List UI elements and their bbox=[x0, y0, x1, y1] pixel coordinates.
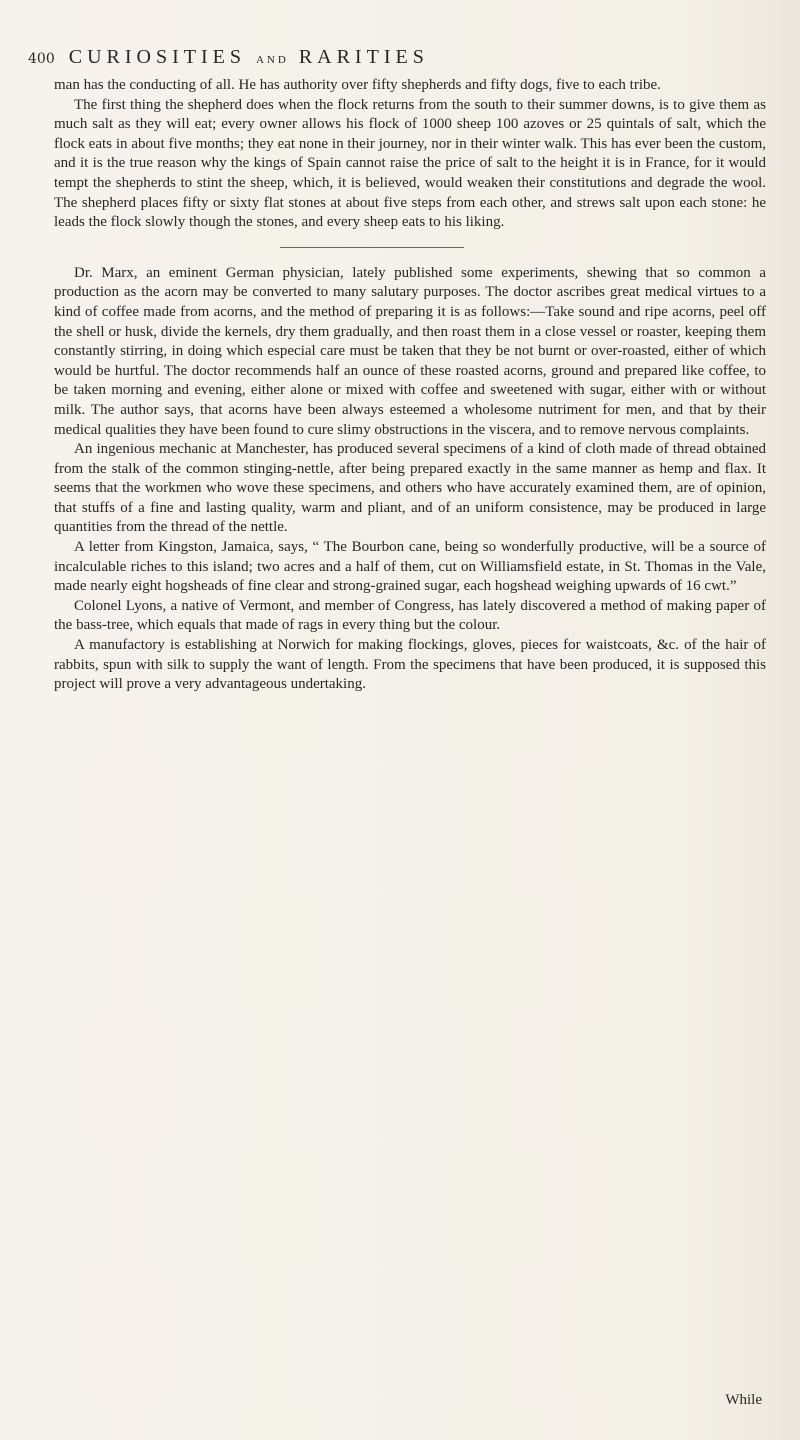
page-header bbox=[28, 46, 768, 76]
paragraph-acorn-coffee: Dr. Marx, an eminent German physician, lately published some experiments, shewing that so common a production as the acorn may be converted to many salutary purposes. The doctor ascribes great medical virtues to a kind of coffee made from acorns, and the method of preparing it is as follows:—Take sound and ripe acorns, peel off the shell or husk, divide the kernels, dry them gradually, and then roast them in a close vessel or roaster, keeping them constantly stirring, in doing which especial care must be taken that they be not burnt or over-roasted, either of which would be hurtful. The doctor recommends half an ounce of these roasted acorns, ground and prepared like coffee, to be taken morning and evening, either alone or mixed with coffee and sweetened with sugar, either with or without milk. The author says, that acorns have been always esteemed a wholesome nutriment for men, and that by their medical qualities they have been found to cure slimy obstructions in the viscera, and to remove nervous complaints. bbox=[54, 264, 766, 438]
paragraph-rabbit-hair: A manufactory is establishing at Norwich for making flockings, gloves, pieces for waistcoats, &c. of the hair of rabbits, spun with silk to supply the want of length. From the specimens that have been produced, it is supposed this project will prove a very advantageous undertaking. bbox=[54, 637, 766, 693]
running-title bbox=[69, 46, 429, 69]
paragraph-continued: man has the conducting of all. He has authority over fifty shepherds and fifty dogs, five to each tribe. bbox=[54, 77, 661, 93]
running-title-part2: RARITIES bbox=[298, 46, 429, 68]
paragraph-bass-paper: Colonel Lyons, a native of Vermont, and member of Congress, has lately discovered a method of making paper of the bass-tree, which equals that made of rags in every thing but the colour. bbox=[54, 597, 766, 634]
catchword: While bbox=[725, 1392, 762, 1408]
paragraph-nettle-cloth: An ingenious mechanic at Manchester, has produced several specimens of a kind of cloth made of thread obtained from the stalk of the common stinging-nettle, after being prepared exactly in the same manner as hemp and flax. It seems that the workmen who wove these specimens, and others who have accurately examined them, are of opinion, that stuffs of a fine and lasting quality, warm and pliant, and of an uniform consistence, may be produced in large quantities from the thread of the nettle. bbox=[54, 441, 766, 536]
running-title-and: AND bbox=[255, 54, 289, 66]
section-divider bbox=[280, 247, 464, 248]
running-title-part1: CURIOSITIES bbox=[68, 46, 246, 68]
paragraph-bourbon-cane: A letter from Kingston, Jamaica, says, “ The Bourbon cane, being so wonderfully productive, will be a source of incalculable riches to this island; two acres and a half of them, cut on Williamsfield estate, in St. Thomas in the Vale, made nearly eight hogsheads of fine clear and strong-grained sugar, each hogshead weighing upwards of 16 cwt.” bbox=[54, 539, 766, 595]
page-number: 400 bbox=[28, 51, 55, 67]
paragraph-salt: The first thing the shepherd does when the flock returns from the south to their summer downs, is to give them as much salt as they will eat; every owner allows his flock of 1000 sheep 100 azoves or 25 quintals of salt, which the flock eats in about five months; they eat none in their journey, nor in their winter walk. This has ever been the custom, and it is the true reason why the kings of Spain cannot raise the price of salt to the height it is in France, for it would tempt the shepherds to stint the sheep, which, it is believed, would weaken their constitutions and degrade the wool. The shepherd places fifty or sixty flat stones at about five steps from each other, and strews salt upon each stone: he leads the flock slowly though the stones, and every sheep eats to his liking. bbox=[54, 96, 766, 231]
page-body bbox=[54, 76, 766, 695]
